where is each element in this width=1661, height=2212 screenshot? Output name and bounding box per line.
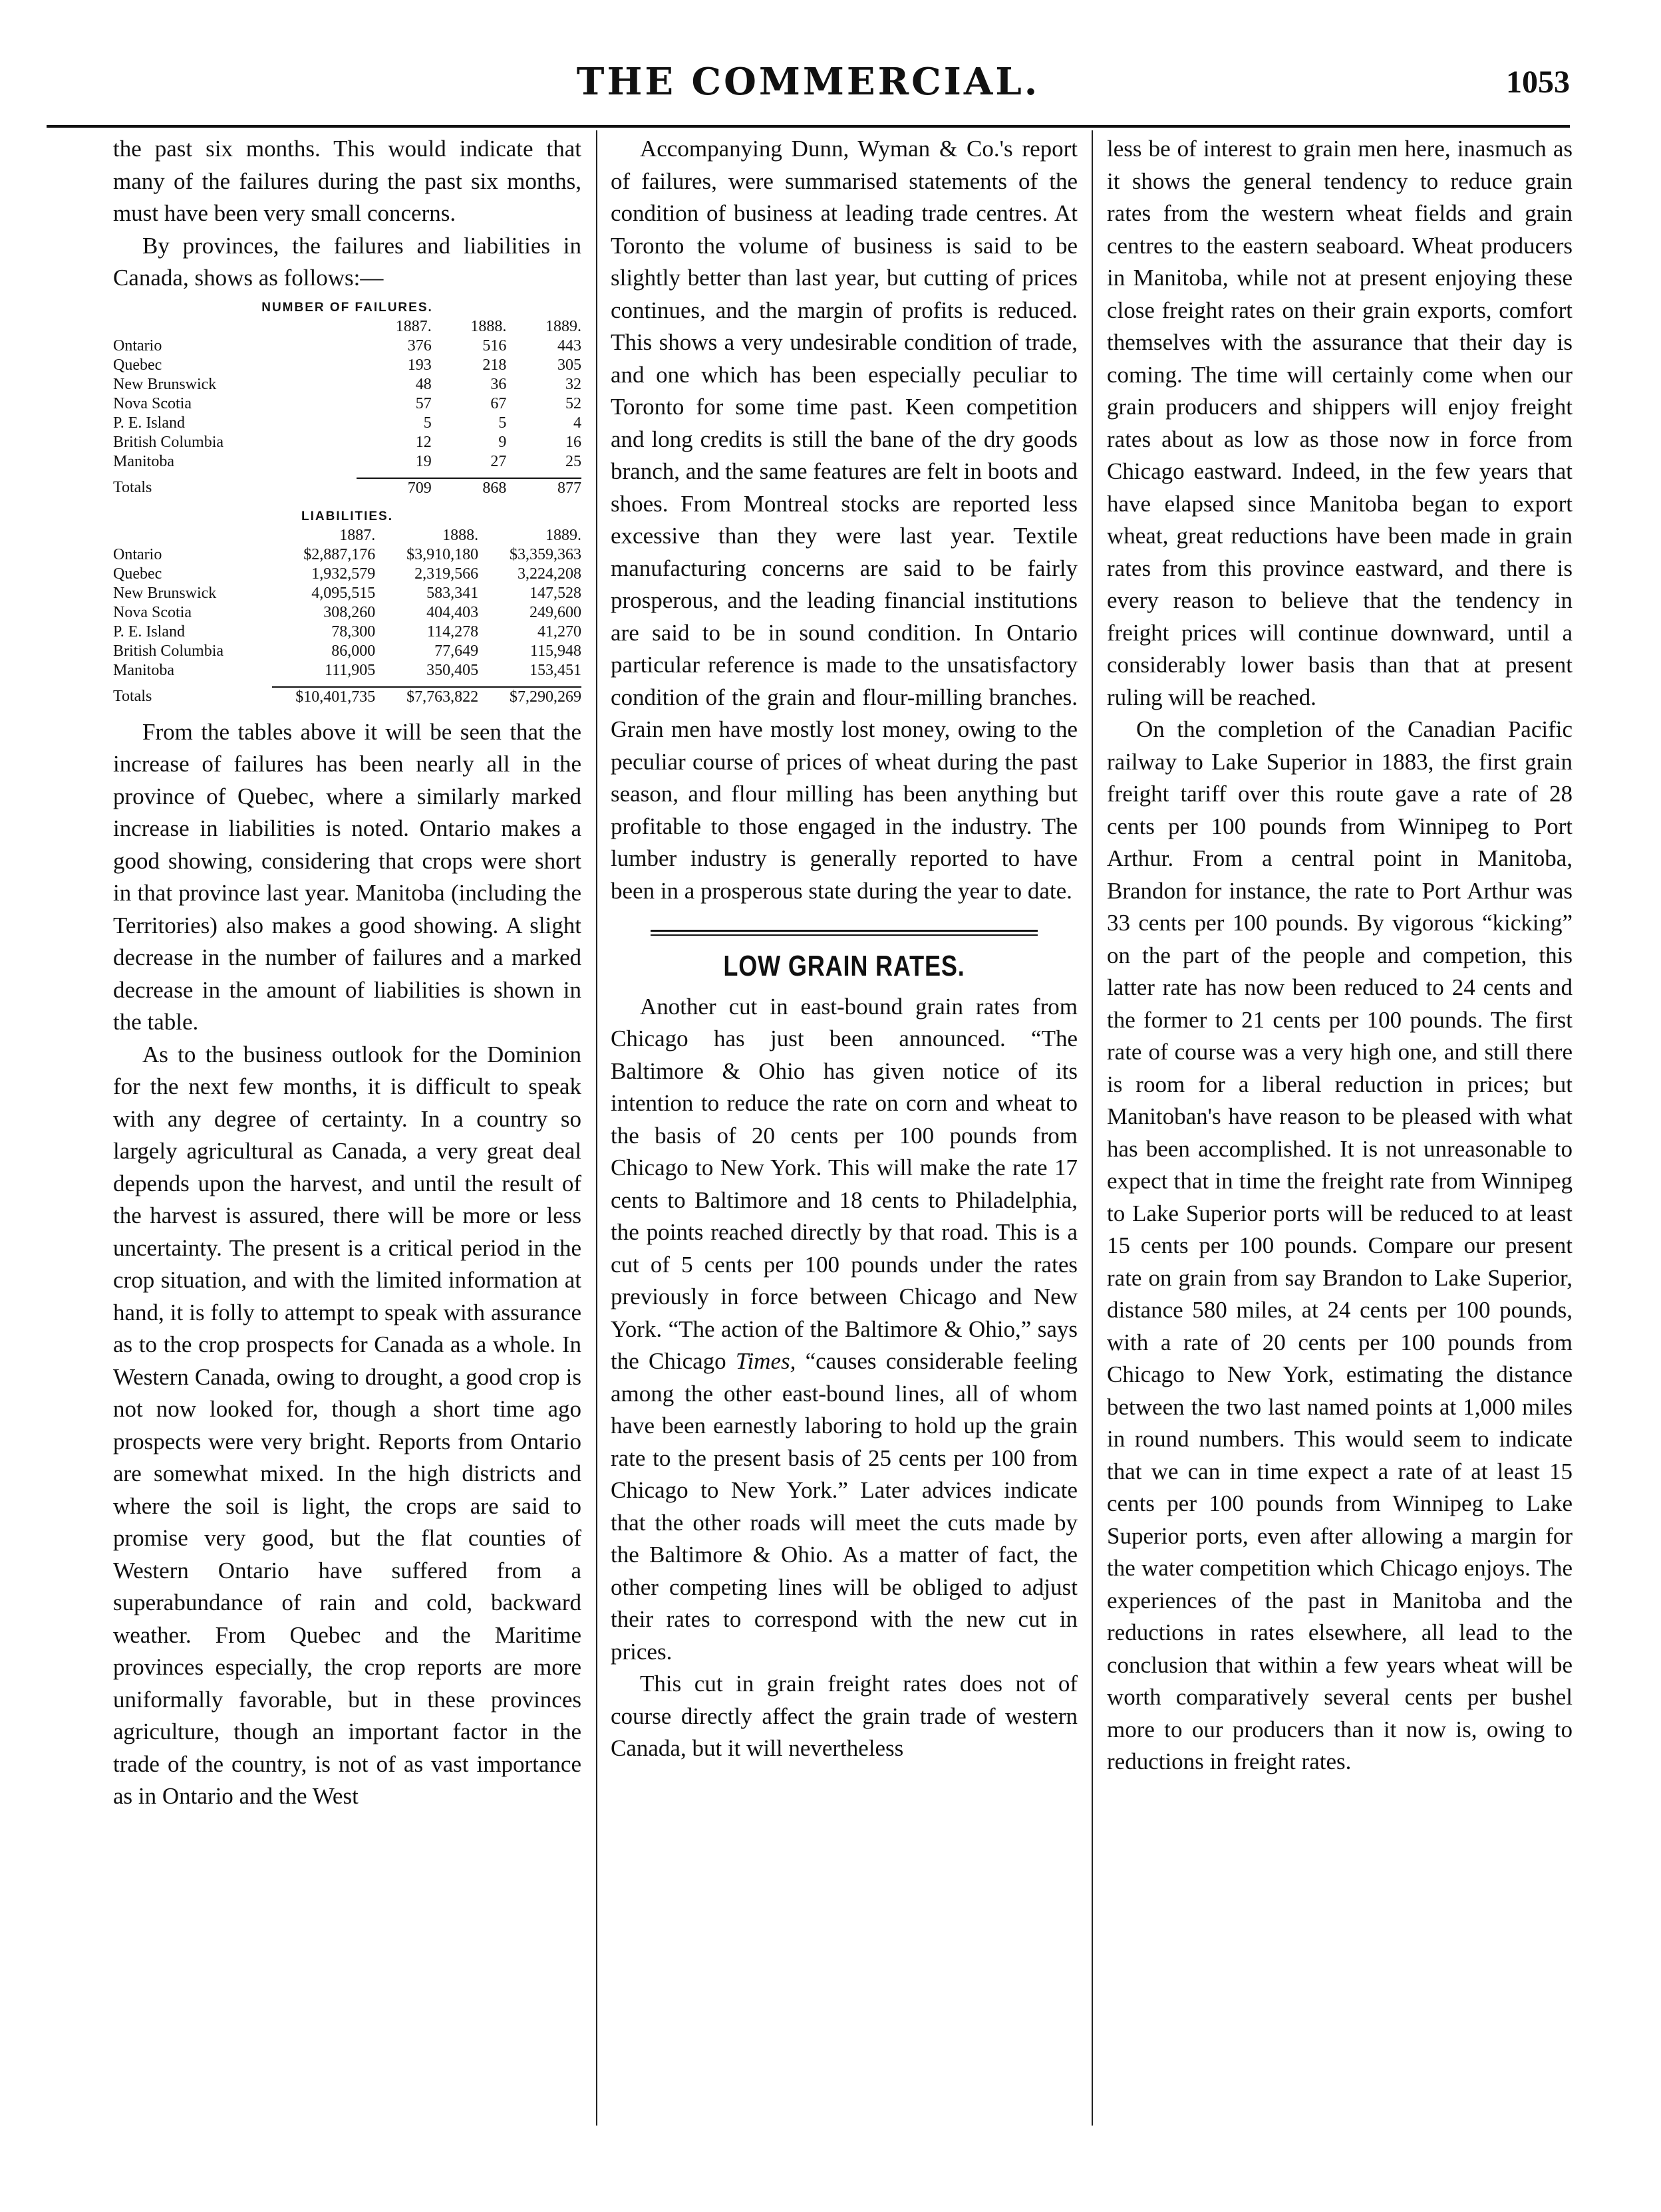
table-row [113,622,581,642]
text-run: “causes considerable feeling among the other east-bound lines, all of whom have been earnestly laboring to hold up the grain rate to the present basis of 25 cents per 100 from Chicago to New York.” Later advices indicate that the other roads will meet the cuts made by the Baltimore & Ohio. As a matter of fact, the other competing lines will be obliged to adjust their rates to correspond with the new cut in prices. [611,1348,1078,1665]
cell: $7,290,269 [478,687,581,707]
cell: 153,451 [529,661,581,679]
text-run: Another cut in east-bound grain rates from Chicago has just been announced. “The Baltimore & Ohio has given notice of its intention to reduce the rate on corn and wheat to the basis of 20 cents per 100 pounds from Chicago to New York. This will make the rate 17 cents to Baltimore and 18 cents to Philadelphia, the points reached directly by that road. This is a cut of 5 cents per 100 pounds under the rates previously in force between Chicago and New York. “The action of the Baltimore & Ohio,” says the Chicago [611,993,1078,1374]
paragraph: On the completion of the Canadian Pacific railway to Lake Superior in 1883, the first grain freight tariff over this route gave a rate of 28 cents per 100 pounds from Winnipeg to Port Arthur. From a central point in Manitoba, Brandon for instance, the rate to Port Arthur was 33 cents per 100 pounds. By vigorous “kicking” on the part of the people and competion, this latter rate has now been reduced to 24 cents and the former to 21 cents per 100 pounds. The first rate of course was a very high one, and still there is room for a liberal reduction in prices; but Manitoban's have reason to be pleased with what has been accomplished. It is not unreasonable to expect that in time the freight rate from Winnipeg to Lake Superior ports will be reduced to at least 15 cents per 100 pounds. Compare our present rate on grain from say Brandon to Lake Superior, distance 580 miles, at 24 cents per 100 pounds, with a rate of 20 cents per 100 pounds from Chicago to New York, estimating the distance between the two last named points at 1,000 miles in round numbers. This would seem to indicate that we can in time expect a rate of at least 15 cents per 100 pounds from Winnipeg to Lake Superior ports, even after allowing a margin for the water competition which Chicago enjoys. The experiences of the past in Manitoba and the reductions in rates elsewhere, all lead to the conclusion that within a few years wheat will be worth comparatively several cents per bushel more to our producers than it now is, owing to reductions in freight rates. [1107,716,1573,1774]
cell: $10,401,735 [272,687,375,707]
row-label: Quebec [113,565,162,583]
cell: 5 [498,414,507,432]
table-row [113,584,581,603]
column-divider [1092,130,1093,2126]
cell: 25 [565,452,581,470]
row-label: Nova Scotia [113,394,192,412]
cell: 709 [357,478,432,498]
cell: 19 [415,452,432,470]
cell: 32 [565,375,581,393]
table-header-row [113,526,581,545]
totals-row [113,687,581,707]
row-label: Ontario [113,337,162,354]
failures-table [113,299,581,498]
cell: 1,932,579 [311,565,376,583]
cell: 27 [490,452,507,470]
cell: 147,528 [529,584,581,602]
cell: 516 [482,337,507,354]
cell: 12 [415,433,432,451]
cell: 877 [506,478,581,498]
cell: 36 [490,375,507,393]
page-number: 1053 [1506,65,1570,100]
column-2 [611,133,1078,2128]
column-header: 1887. [395,317,432,335]
cell: 52 [565,394,581,412]
paragraph: Accompanying Dunn, Wyman & Co.'s report of failures, were summarised statements of the condition of business at leading trade centres. At Toronto the volume of business is said to be slightly better than last year, but cutting of prices continues, and the margin of profits is reduced. This shows a very undesirable condition of trade, and one which has been especially peculiar to Toronto for some time past. Keen competition and long credits is still the bane of the dry goods branch, and the same features are felt in boots and shoes. From Montreal stocks are reported less excessive than they were last year. Textile manufacturing concerns are said to be fairly prosperous, and the leading financial institutions are said to be in sound condition. In Ontario particular reference is made to the unsatisfactory condition of the grain and flour-milling branches. Grain men have mostly lost money, owing to the peculiar course of prices of wheat during the past season, and flour milling has been anything but profitable to those engaged in the industry. The lumber industry is generally reported to have been in a prosperous state during the year to date. [611,136,1078,904]
table-header-row [113,317,581,337]
table-row [113,661,581,680]
cell: 115,948 [529,642,581,660]
table-caption: NUMBER OF FAILURES. [261,300,433,315]
cell: 583,341 [426,584,479,602]
table-caption: LIABILITIES. [301,509,393,523]
cell: 4 [573,414,581,432]
cell: 350,405 [426,661,479,679]
paragraph: less be of interest to grain men here, inasmuch as it shows the general tendency to reduce grain rates from the western wheat fields and grain centres to the eastern seaboard. Wheat producers in Manitoba, while not at present enjoying these close freight rates on their grain exports, comfort themselves with the assurance that their day is coming. The time will certainly come when our grain producers and shippers will enjoy freight rates about as low as those now in force from Chicago eastward. Indeed, in the few years that have elapsed since Manitoba began to export wheat, great reductions have been made in grain rates from this province eastward, and there is every reason to believe that the tendency in freight prices will continue downward, until a considerably lower basis than that at present ruling will be reached. [1107,136,1573,710]
row-label: New Brunswick [113,584,217,602]
cell: 376 [407,337,432,354]
table-row [113,414,581,433]
table-row [113,394,581,414]
cell: 404,403 [426,603,479,621]
row-label: Totals [113,688,152,705]
row-label: Manitoba [113,452,174,470]
row-label: Quebec [113,356,162,374]
row-label: British Columbia [113,433,224,451]
paragraph: As to the business outlook for the Dominion for the next few months, it is difficult to speak with any degree of certainty. In a country so largely agricultural as Canada, a very great deal depends upon the harvest, and until the result of the harvest is assured, there will be more or less uncertainty. The present is a critical period in the crop situation, and with the limited information at hand, it is folly to attempt to speak with assurance as to the crop prospects for Canada as a whole. In Western Canada, owing to drought, a good crop is not now looked for, though a short time ago prospects were very bright. Reports from Ontario are somewhat mixed. In the high districts and where the soil is light, the crops are said to promise very good, but the flat counties of Western Ontario have suffered from a superabundance of rain and cold, backward weather. From Quebec and the Maritime provinces especially, the crop reports are more uniformally favorable, but in these provinces agriculture, though an important factor in the trade of the country, is not of as vast importance as in Ontario and the West [113,1041,581,1809]
cell: 5 [423,414,432,432]
table-row [113,545,581,565]
cell: 9 [498,433,507,451]
cell: 4,095,515 [311,584,376,602]
totals-row [113,478,581,498]
cell: 2,319,566 [414,565,479,583]
cell: 3,224,208 [518,565,581,583]
italic-text: Times, [735,1348,796,1374]
cell: 77,649 [434,642,479,660]
row-label: Nova Scotia [113,603,192,621]
paragraph [611,991,1078,1669]
cell: 67 [490,394,507,412]
column-header: 1889. [545,317,581,335]
column-header: 1888. [470,317,507,335]
cell: 114,278 [427,622,479,640]
column-header: 1888. [442,526,479,544]
article-heading: LOW GRAIN RATES. [723,950,965,982]
row-label: New Brunswick [113,375,217,393]
cell: 78,300 [331,622,376,640]
liabilities-table [113,507,581,707]
paragraph: From the tables above it will be seen that the increase of failures has been nearly all in the province of Quebec, where a similarly marked increase in liabilities is noted. Ontario makes a good showing, considering that crops were short in that province last year. Manitoba (including the Territories) also makes a good showing. A slight decrease in the number of failures and a marked decrease in the amount of liabilities is shown in the table. [113,718,581,1035]
table-row [113,603,581,622]
table-row [113,375,581,394]
cell: 305 [557,356,581,374]
cell: 41,270 [537,622,581,640]
row-label: British Columbia [113,642,224,660]
cell: 218 [482,356,507,374]
cell: $7,763,822 [375,687,478,707]
cell: 48 [415,375,432,393]
cell: 111,905 [325,661,376,679]
row-label: Totals [113,479,152,496]
cell: 308,260 [323,603,376,621]
column-1 [113,133,581,2128]
cell: 86,000 [331,642,376,660]
row-label: Manitoba [113,661,174,679]
column-header: 1889. [545,526,581,544]
cell: 249,600 [529,603,581,621]
paragraph: This cut in grain freight rates does not of course directly affect the grain trade of western Canada, but it will nevertheless [611,1671,1078,1761]
paragraph: By provinces, the failures and liabilities in Canada, shows as follows:— [113,232,581,291]
row-label: Ontario [113,545,162,563]
cell: $3,359,363 [510,545,581,563]
cell: 868 [432,478,507,498]
cell: 16 [565,433,581,451]
cell: 193 [407,356,432,374]
table-row [113,452,581,472]
cell: 57 [415,394,432,412]
column-divider [596,130,597,2126]
column-3 [1107,133,1573,2128]
cell: $2,887,176 [303,545,376,563]
table-row [113,337,581,356]
table-row [113,565,581,584]
table-row [113,356,581,375]
row-label: P. E. Island [113,622,185,640]
column-header: 1887. [339,526,376,544]
heading-rule [651,930,1038,936]
table-row [113,433,581,452]
table-row [113,642,581,661]
cell: 443 [557,337,581,354]
row-label: P. E. Island [113,414,185,432]
header-rule [47,125,1570,128]
masthead: THE COMMERCIAL. [576,60,1040,104]
paragraph: the past six months. This would indicate that many of the failures during the past six months, must have been very small concerns. [113,136,581,226]
page-header [47,55,1570,128]
cell: $3,910,180 [406,545,479,563]
